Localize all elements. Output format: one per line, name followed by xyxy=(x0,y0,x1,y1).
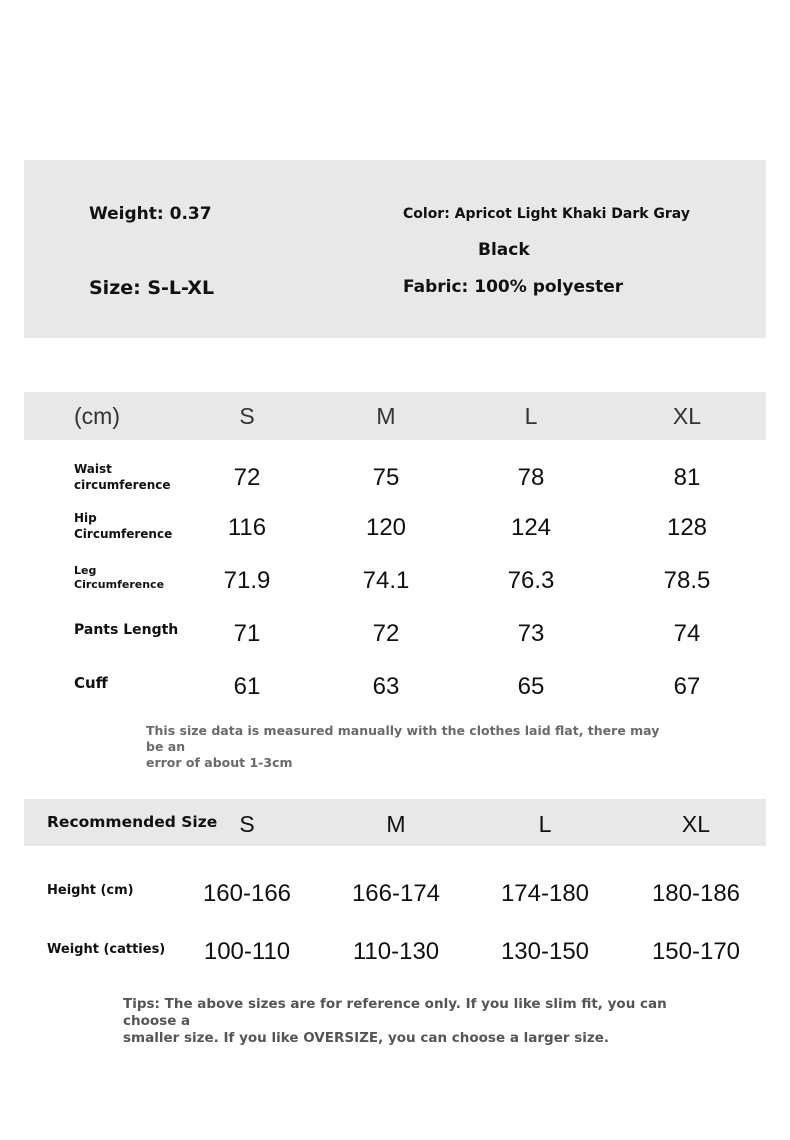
value-cell: 74.1 xyxy=(362,567,410,594)
value-cell: 78.5 xyxy=(663,567,711,594)
weight-text: Weight: 0.37 xyxy=(89,204,212,224)
rec-size-s: S xyxy=(239,811,255,837)
value-cell: 100-110 xyxy=(203,938,291,965)
value-cell: 166-174 xyxy=(351,880,441,907)
value-cell: 110-130 xyxy=(352,938,440,965)
row-label-height: Height (cm) xyxy=(47,883,134,898)
row-label-hip: Hip Circumference xyxy=(74,511,173,541)
fabric-text: Fabric: 100% polyester xyxy=(403,277,624,297)
value-cell: 63 xyxy=(372,673,400,700)
value-cell: 128 xyxy=(666,514,708,541)
recommended-size-header: Recommended Size xyxy=(47,813,218,831)
rec-size-m: M xyxy=(386,811,406,837)
product-info-panel xyxy=(24,160,766,338)
tips-note: Tips: The above sizes are for reference only. If you like slim fit, you can choose a smaller size. If you like OVERSIZE, you can choose a larger size. xyxy=(123,996,667,1046)
value-cell: 124 xyxy=(510,514,552,541)
value-cell: 74 xyxy=(673,620,701,647)
value-cell: 160-166 xyxy=(202,880,292,907)
value-cell: 78 xyxy=(517,464,545,491)
row-label-pants-length: Pants Length xyxy=(74,622,179,638)
size-header-l: L xyxy=(524,403,538,429)
size-header-m: M xyxy=(376,403,396,429)
value-cell: 67 xyxy=(673,673,701,700)
value-cell: 72 xyxy=(233,464,261,491)
value-cell: 65 xyxy=(517,673,545,700)
size-text: Size: S-L-XL xyxy=(89,277,215,299)
value-cell: 61 xyxy=(233,673,261,700)
measurement-note: This size data is measured manually with the clothes laid flat, there may be an error of about 1-3cm xyxy=(146,723,660,770)
value-cell: 130-150 xyxy=(500,938,590,965)
rec-size-xl: XL xyxy=(681,811,711,837)
color-text-line2: Black xyxy=(478,240,530,260)
value-cell: 71.9 xyxy=(223,567,271,594)
row-label-waist: Waist circumference xyxy=(74,462,171,492)
size-header-s: S xyxy=(239,403,255,429)
row-label-weight: Weight (catties) xyxy=(47,942,166,957)
value-cell: 174-180 xyxy=(500,880,590,907)
value-cell: 120 xyxy=(365,514,407,541)
rec-size-l: L xyxy=(538,811,552,837)
color-text: Color: Apricot Light Khaki Dark Gray xyxy=(403,206,690,222)
value-cell: 75 xyxy=(372,464,400,491)
row-label-leg: Leg Circumference xyxy=(74,564,165,591)
value-cell: 76.3 xyxy=(507,567,555,594)
value-cell: 73 xyxy=(517,620,545,647)
value-cell: 150-170 xyxy=(651,938,741,965)
value-cell: 72 xyxy=(372,620,400,647)
value-cell: 180-186 xyxy=(651,880,741,907)
value-cell: 116 xyxy=(227,514,267,541)
unit-header: (cm) xyxy=(74,403,120,429)
value-cell: 81 xyxy=(673,464,701,491)
row-label-cuff: Cuff xyxy=(74,674,108,692)
size-header-xl: XL xyxy=(672,403,702,429)
value-cell: 71 xyxy=(233,620,261,647)
